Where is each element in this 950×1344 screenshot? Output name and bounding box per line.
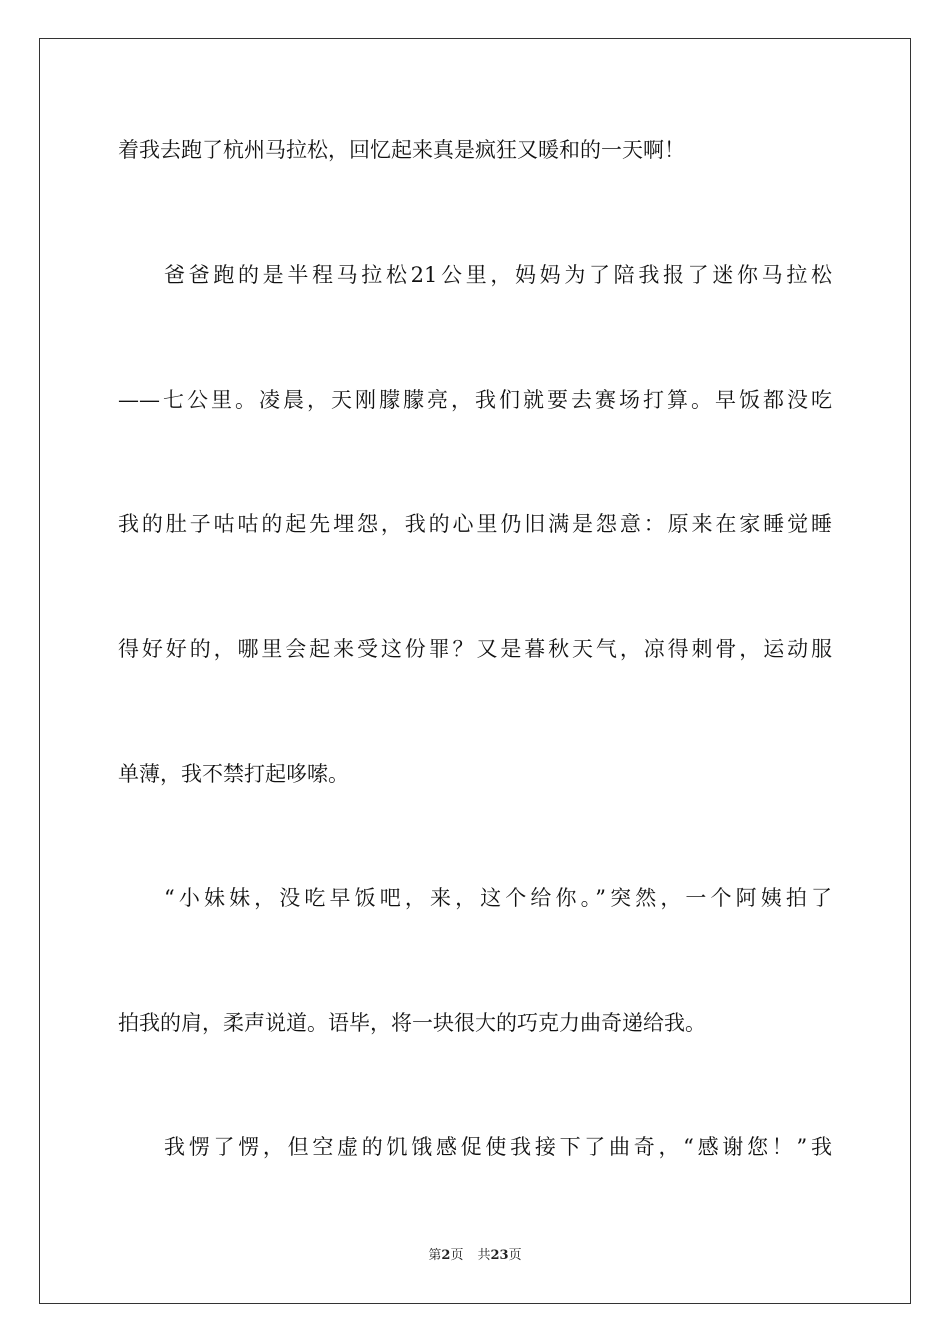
text-line-9: 我愣了愣，但空虚的饥饿感促使我接下了曲奇，“感谢您！”我: [164, 1135, 832, 1159]
page-number: 2: [441, 1248, 451, 1263]
text-line-7: “小妹妹，没吃早饭吧，来，这个给你。”突然，一个阿姨拍了: [164, 886, 832, 910]
text-line-6: 单薄，我不禁打起哆嗦。: [118, 762, 349, 786]
text-line-8: 拍我的肩，柔声说道。语毕，将一块很大的巧克力曲奇递给我。: [118, 1011, 706, 1035]
page-border: [39, 38, 911, 1304]
total-prefix: 共: [477, 1248, 491, 1263]
text-line-5: 得好好的，哪里会起来受这份罪？又是暮秋天气，凉得刺骨，运动服: [118, 637, 832, 661]
text-line-1: 着我去跑了杭州马拉松，回忆起来真是疯狂又暖和的一天啊！: [118, 138, 685, 162]
text-line-4: 我的肚子咕咕的起先埋怨，我的心里仍旧满是怨意：原来在家睡觉睡: [118, 512, 832, 536]
page-footer: [0, 1247, 950, 1265]
page-prefix: 第: [428, 1248, 442, 1263]
page-suffix: 页: [450, 1248, 464, 1263]
total-pages: 23: [490, 1248, 509, 1263]
text-line-3: ——七公里。凌晨，天刚朦朦亮，我们就要去赛场打算。早饭都没吃: [118, 388, 832, 412]
total-suffix: 页: [508, 1248, 522, 1263]
text-line-2: 爸爸跑的是半程马拉松21公里，妈妈为了陪我报了迷你马拉松: [164, 263, 832, 287]
